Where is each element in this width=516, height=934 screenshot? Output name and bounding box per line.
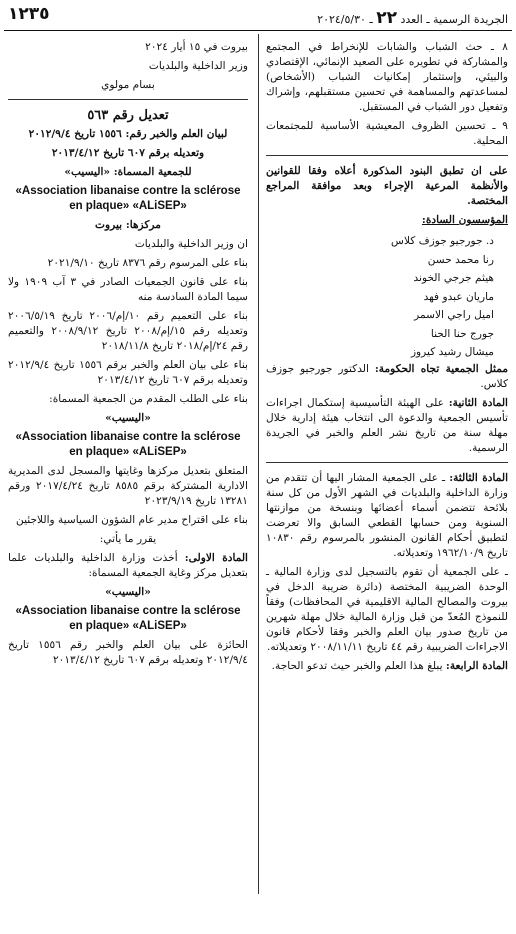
article-1 bbox=[8, 551, 248, 581]
column-divider bbox=[258, 34, 259, 894]
article-4 bbox=[266, 659, 508, 674]
related-request: المتعلق بتعديل مركزها وغايتها والمسجل لدى المديرية الادارية المشتركة برقم ٨٥٨٥ تاريخ ٢٠١٧/٤/٢٤ ورقم ١٣٢٨١ تاريخ ٢٠٢٣/٩/١٩ bbox=[8, 465, 248, 507]
based-on-2: بناء على قانون الجمعيات الصادر في ٣ آب ١٩٠٩ ولا سيما المادة السادسة منه bbox=[8, 276, 248, 303]
article-2-label: المادة الثانية: bbox=[448, 396, 508, 409]
decides-line: يقرر ما يأتي: bbox=[99, 533, 157, 545]
item-8: ٨ ـ حث الشباب والشابات للإنخراط في المجتمع والمشاركة في تطويره على الصعيد الإنمائي، الإقتصادي والبيئي، وإستثمار إمكانيات الشباب (الأشخاص) لمساعدتهم والمساهمة في تحسين مستقبلهم، وإشراك وتفعيل دور الشباب في المستقبل. bbox=[266, 41, 508, 113]
article-1-text: أخذت وزارة الداخلية والبلديات علما بتعديل مركز وغاية الجمعية المسماة: bbox=[8, 552, 248, 579]
amendment-subtitle: وتعديله برقم ٦٠٧ تاريخ ٢٠١٣/٤/١٢ bbox=[51, 147, 205, 159]
issue-date: ـ ٢٠٢٤/٥/٣٠ bbox=[317, 13, 373, 26]
amendment-title: تعديل رقم ٥٦٣ bbox=[87, 108, 169, 123]
left-column bbox=[8, 40, 248, 672]
bold-note: على ان تطبق البنود المذكورة أعلاه وفقا للقوانين والأنظمة المرعية الإجراء وبعد موافقة المراجع المختصة. bbox=[266, 165, 508, 207]
founders-list bbox=[266, 232, 508, 362]
signature-role: وزير الداخلية والبلديات bbox=[148, 60, 248, 72]
association-arabic-name: «اليسيب» bbox=[105, 412, 151, 424]
separator bbox=[266, 462, 508, 463]
article-3 bbox=[266, 471, 508, 561]
gazette-name: الجريدة الرسمية ـ العدد bbox=[400, 13, 508, 26]
founder-item: رنا محمد حسن bbox=[427, 253, 494, 266]
issue-number: ٢٢ bbox=[376, 8, 397, 28]
separator bbox=[8, 99, 248, 100]
page-header bbox=[0, 0, 516, 30]
founder-item: ماريان عبدو فهد bbox=[423, 290, 494, 303]
article-2-text: على الهيئة التأسيسية إستكمال اجراءات تأسيس الجمعية والدعوة الى انتخاب هيئة إدارية خلال مهلة سنة من تاريخ نشر العلم والخبر في الجريدة الرسمية. bbox=[266, 396, 508, 454]
association-latin-name: «Association libanaise contre la sclérose en plaque» «ALiSEP» bbox=[15, 431, 241, 458]
based-on-1: بناء على المرسوم رقم ٨٣٧٦ تاريخ ٢٠٢١/٩/١٠ bbox=[47, 257, 248, 269]
article-4-text: يبلغ هذا العلم والخبر حيث تدعو الحاجة. bbox=[271, 659, 443, 672]
article-4-label: المادة الرابعة: bbox=[445, 659, 508, 672]
article-2 bbox=[266, 396, 508, 456]
right-column bbox=[266, 40, 508, 678]
signature-place: بيروت في ١٥ أيار ٢٠٢٤ bbox=[145, 41, 248, 53]
headquarters: مركزها: بيروت bbox=[95, 219, 161, 231]
header-rule bbox=[4, 30, 512, 31]
founder-item: اميل راجي الاسمر bbox=[414, 309, 494, 321]
based-on-4: بناء على بيان العلم والخبر برقم ١٥٥٦ تاريخ ٢٠١٢/٩/٤ وتعديله برقم ٦٠٧ تاريخ ٢٠١٣/٤/١٢ bbox=[8, 359, 248, 386]
article-3-part2: ـ على الجمعية أن تقوم بالتسجيل لدى وزارة المالية ـ الوحدة الضريبية المختصة (دائرة ضريبة الدخل في بيروت والمصالح المالية الاقليمية في المحافظات) وفقاً للنموذج المُعدّ من قبل وزارة المالية خلال مهلة شهرين من تاريخ صدور بيان العلم والخبر وفقا لأحكام قانون الاجراءات الضريبية رقم ٤٤ تاريخ ٢٠٠٨/١١/١١ وتعديلاته. bbox=[266, 565, 508, 653]
based-on-6: بناء على اقتراح مدير عام الشؤون السياسية واللاجئين bbox=[16, 514, 248, 526]
page-number: ١٢٣٥ bbox=[8, 4, 50, 24]
article-3-label: المادة الثالثة: bbox=[449, 471, 509, 484]
amendment-subtitle: لبيان العلم والخبر رقم: ١٥٥٦ تاريخ ٢٠١٢/٩/٤ bbox=[28, 128, 228, 140]
founder-item: هيثم جرجي الخوند bbox=[413, 272, 494, 284]
founder-item: د. جورجيو جوزف كلاس bbox=[391, 235, 494, 247]
gazette-title bbox=[317, 8, 508, 28]
separator bbox=[266, 155, 508, 156]
association-latin-name: «Association libanaise contre la sclérose en plaque» «ALiSEP» bbox=[15, 605, 241, 632]
item-9: ٩ ـ تحسين الظروف المعيشية الأساسية للمجتمعات المحلية. bbox=[266, 120, 508, 147]
article-1-label: المادة الاولى: bbox=[184, 552, 248, 564]
amendment-subtitle: للجمعية المسماة: «اليسيب» bbox=[64, 166, 192, 178]
article-3-text: ـ على الجمعية المشار اليها أن تتقدم من وزارة الداخلية والبلديات في الشهر الأول من كل سنة بلائحة تتضمن أسماء أعضائها وبنسخة من موازنتها السنوية ومن حسابها القطعي السابق والا تعرضت لتطبيق أحكام القانون المنشور بالمرسوم رقم ١٠٨٣٠ تاريخ ١٩٦٢/١٠/٩ وتعديلاته. bbox=[266, 471, 508, 559]
founder-item: جورج حنا الحنا bbox=[430, 327, 494, 340]
founder-item: ميشال رشيد كيروز bbox=[410, 346, 494, 358]
based-on-3: بناء على التعميم رقم ١٠/إم/٢٠٠٦ تاريخ ٢٠٠٦/٥/١٩ وتعديله رقم ١٥/إم/٢٠٠٨ تاريخ ٢٠٠٨/٩/١٢ والتعميم رقم ٢٤/إم/٢٠١٨ تاريخ ٢٠١٨/١١/٨ bbox=[8, 310, 248, 352]
signature-name: بسام مولوي bbox=[101, 79, 155, 91]
government-rep bbox=[266, 362, 508, 392]
association-latin-name: «Association libanaise contre la sclérose en plaque» «ALiSEP» bbox=[15, 185, 241, 212]
rep-label: ممثل الجمعية تجاه الحكومة: bbox=[374, 362, 508, 375]
founders-title: المؤسسون السادة: bbox=[421, 214, 508, 226]
minister-line: ان وزير الداخلية والبلديات bbox=[134, 238, 248, 250]
association-arabic-name: «اليسيب» bbox=[105, 586, 151, 598]
rep-name: الدكتور جورجيو جوزف كلاس. bbox=[266, 362, 508, 390]
based-on-5: بناء على الطلب المقدم من الجمعية المسماة: bbox=[49, 393, 248, 405]
holder-line: الحائزة على بيان العلم والخبر رقم ١٥٥٦ تاريخ ٢٠١٢/٩/٤ وتعديله برقم ٦٠٧ تاريخ ٢٠١٣/٤/١٢ bbox=[8, 639, 248, 666]
